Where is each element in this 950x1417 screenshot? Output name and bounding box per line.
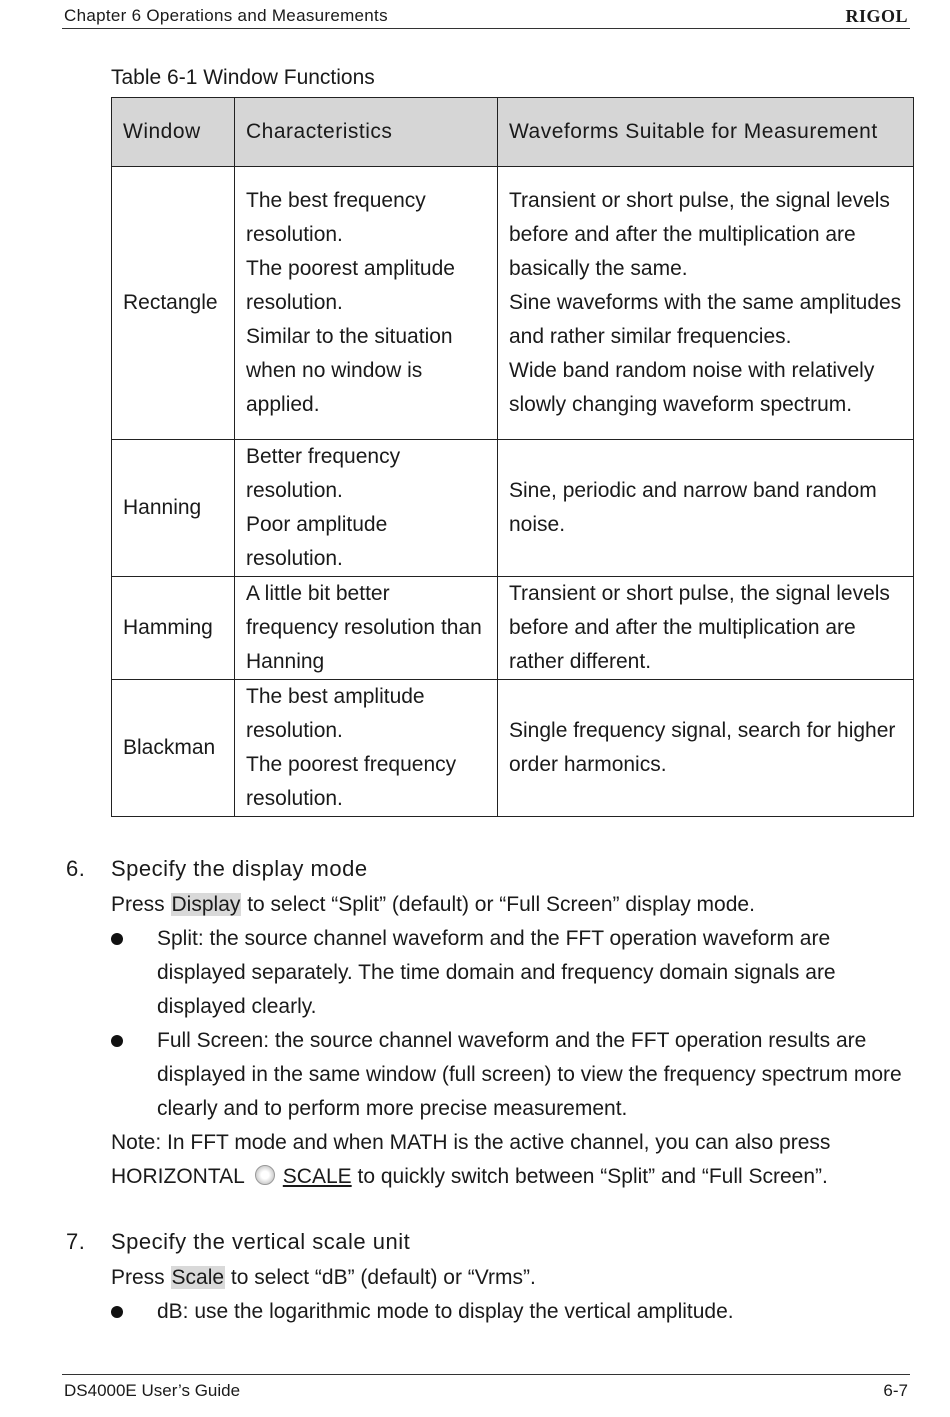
table-row: [112, 440, 914, 577]
header-waveforms: Waveforms Suitable for Measurement: [498, 98, 914, 167]
bullet-text: dB: use the logarithmic mode to display the vertical amplitude.: [157, 1300, 734, 1323]
waveforms-cell: [498, 680, 914, 817]
press-post-text: to select “dB” (default) or “Vrms”.: [225, 1266, 536, 1289]
press-text: Press: [111, 893, 171, 916]
bullet-icon: [111, 1035, 123, 1047]
waveforms-cell: [498, 440, 914, 577]
scale-key: Scale: [171, 1266, 225, 1289]
brand-logo: RIGOL: [845, 6, 908, 26]
table-caption: Table 6-1 Window Functions: [111, 66, 375, 89]
display-key: Display: [171, 893, 241, 916]
press-post-text: to select “Split” (default) or “Full Screen” display mode.: [241, 893, 755, 916]
note-text: Note: In FFT mode and when MATH is the active channel, you can also press HORIZONTAL: [111, 1131, 831, 1188]
characteristics-cell: [235, 680, 498, 817]
step7-heading: [66, 1229, 410, 1255]
table-header-row: [112, 98, 914, 167]
window-name: Blackman: [112, 680, 235, 817]
step7-number: 7.: [66, 1229, 86, 1254]
characteristic-text: Poor amplitude resolution.: [246, 513, 388, 570]
list-item: [111, 922, 914, 1024]
characteristics-cell: [235, 440, 498, 577]
bullet-icon: [111, 1306, 123, 1318]
bullet-text: Split: the source channel waveform and the FFT operation waveform are displayed separately. The time domain and frequency domain signals are displayed clearly.: [157, 927, 836, 1018]
window-functions-table: [111, 97, 914, 817]
waveform-text: Sine waveforms with the same amplitudes and rather similar frequencies.: [509, 291, 902, 348]
characteristic-text: The best amplitude resolution.: [246, 685, 425, 742]
window-name: Rectangle: [112, 167, 235, 440]
characteristic-text: The poorest frequency resolution.: [246, 753, 457, 810]
waveform-text: Transient or short pulse, the signal levels before and after the multiplication are basically the same.: [509, 189, 890, 280]
page-footer: [62, 1374, 910, 1405]
list-item: [111, 1024, 914, 1126]
waveforms-cell: [498, 167, 914, 440]
characteristic-text: A little bit better frequency resolution than Hanning: [246, 582, 482, 673]
header-window: Window: [112, 98, 235, 167]
header-characteristics: Characteristics: [235, 98, 498, 167]
waveform-text: Sine, periodic and narrow band random noise.: [509, 479, 877, 536]
guide-title: DS4000E User’s Guide: [64, 1381, 241, 1400]
characteristics-cell: [235, 577, 498, 680]
waveform-text: Single frequency signal, search for higher order harmonics.: [509, 719, 896, 776]
press-text: Press: [111, 1266, 171, 1289]
table-row: [112, 680, 914, 817]
bullet-text: Full Screen: the source channel waveform and the FFT operation results are displayed in the same window (full screen) to view the frequency spectrum more clearly and to perform more precise measurement.: [157, 1029, 902, 1120]
step6-title: Specify the display mode: [111, 856, 368, 881]
note-post-text: to quickly switch between “Split” and “Full Screen”.: [351, 1165, 828, 1188]
characteristic-text: The poorest amplitude resolution.: [246, 257, 455, 314]
waveform-text: Wide band random noise with relatively slowly changing waveform spectrum.: [509, 359, 875, 416]
waveforms-cell: [498, 577, 914, 680]
window-name: Hanning: [112, 440, 235, 577]
characteristic-text: Better frequency resolution.: [246, 445, 401, 502]
characteristic-text: The best frequency resolution.: [246, 189, 426, 246]
step6-heading: [66, 856, 368, 882]
step6-number: 6.: [66, 856, 86, 881]
chapter-title: Chapter 6 Operations and Measurements: [64, 6, 388, 25]
step7-title: Specify the vertical scale unit: [111, 1229, 411, 1254]
step6-note: [111, 1126, 914, 1194]
list-item: [111, 1295, 914, 1329]
scale-knob-label: SCALE: [282, 1165, 352, 1188]
step7-instruction: [111, 1261, 914, 1295]
table-row: [112, 167, 914, 440]
page-header: [62, 4, 910, 29]
waveform-text: Transient or short pulse, the signal levels before and after the multiplication are rather different.: [509, 582, 890, 673]
page-number: 6-7: [883, 1381, 908, 1400]
knob-icon: [255, 1165, 275, 1185]
characteristic-text: Similar to the situation when no window is applied.: [246, 325, 453, 416]
table-row: [112, 577, 914, 680]
window-name: Hamming: [112, 577, 235, 680]
step6-instruction: [111, 888, 914, 922]
characteristics-cell: [235, 167, 498, 440]
bullet-icon: [111, 933, 123, 945]
